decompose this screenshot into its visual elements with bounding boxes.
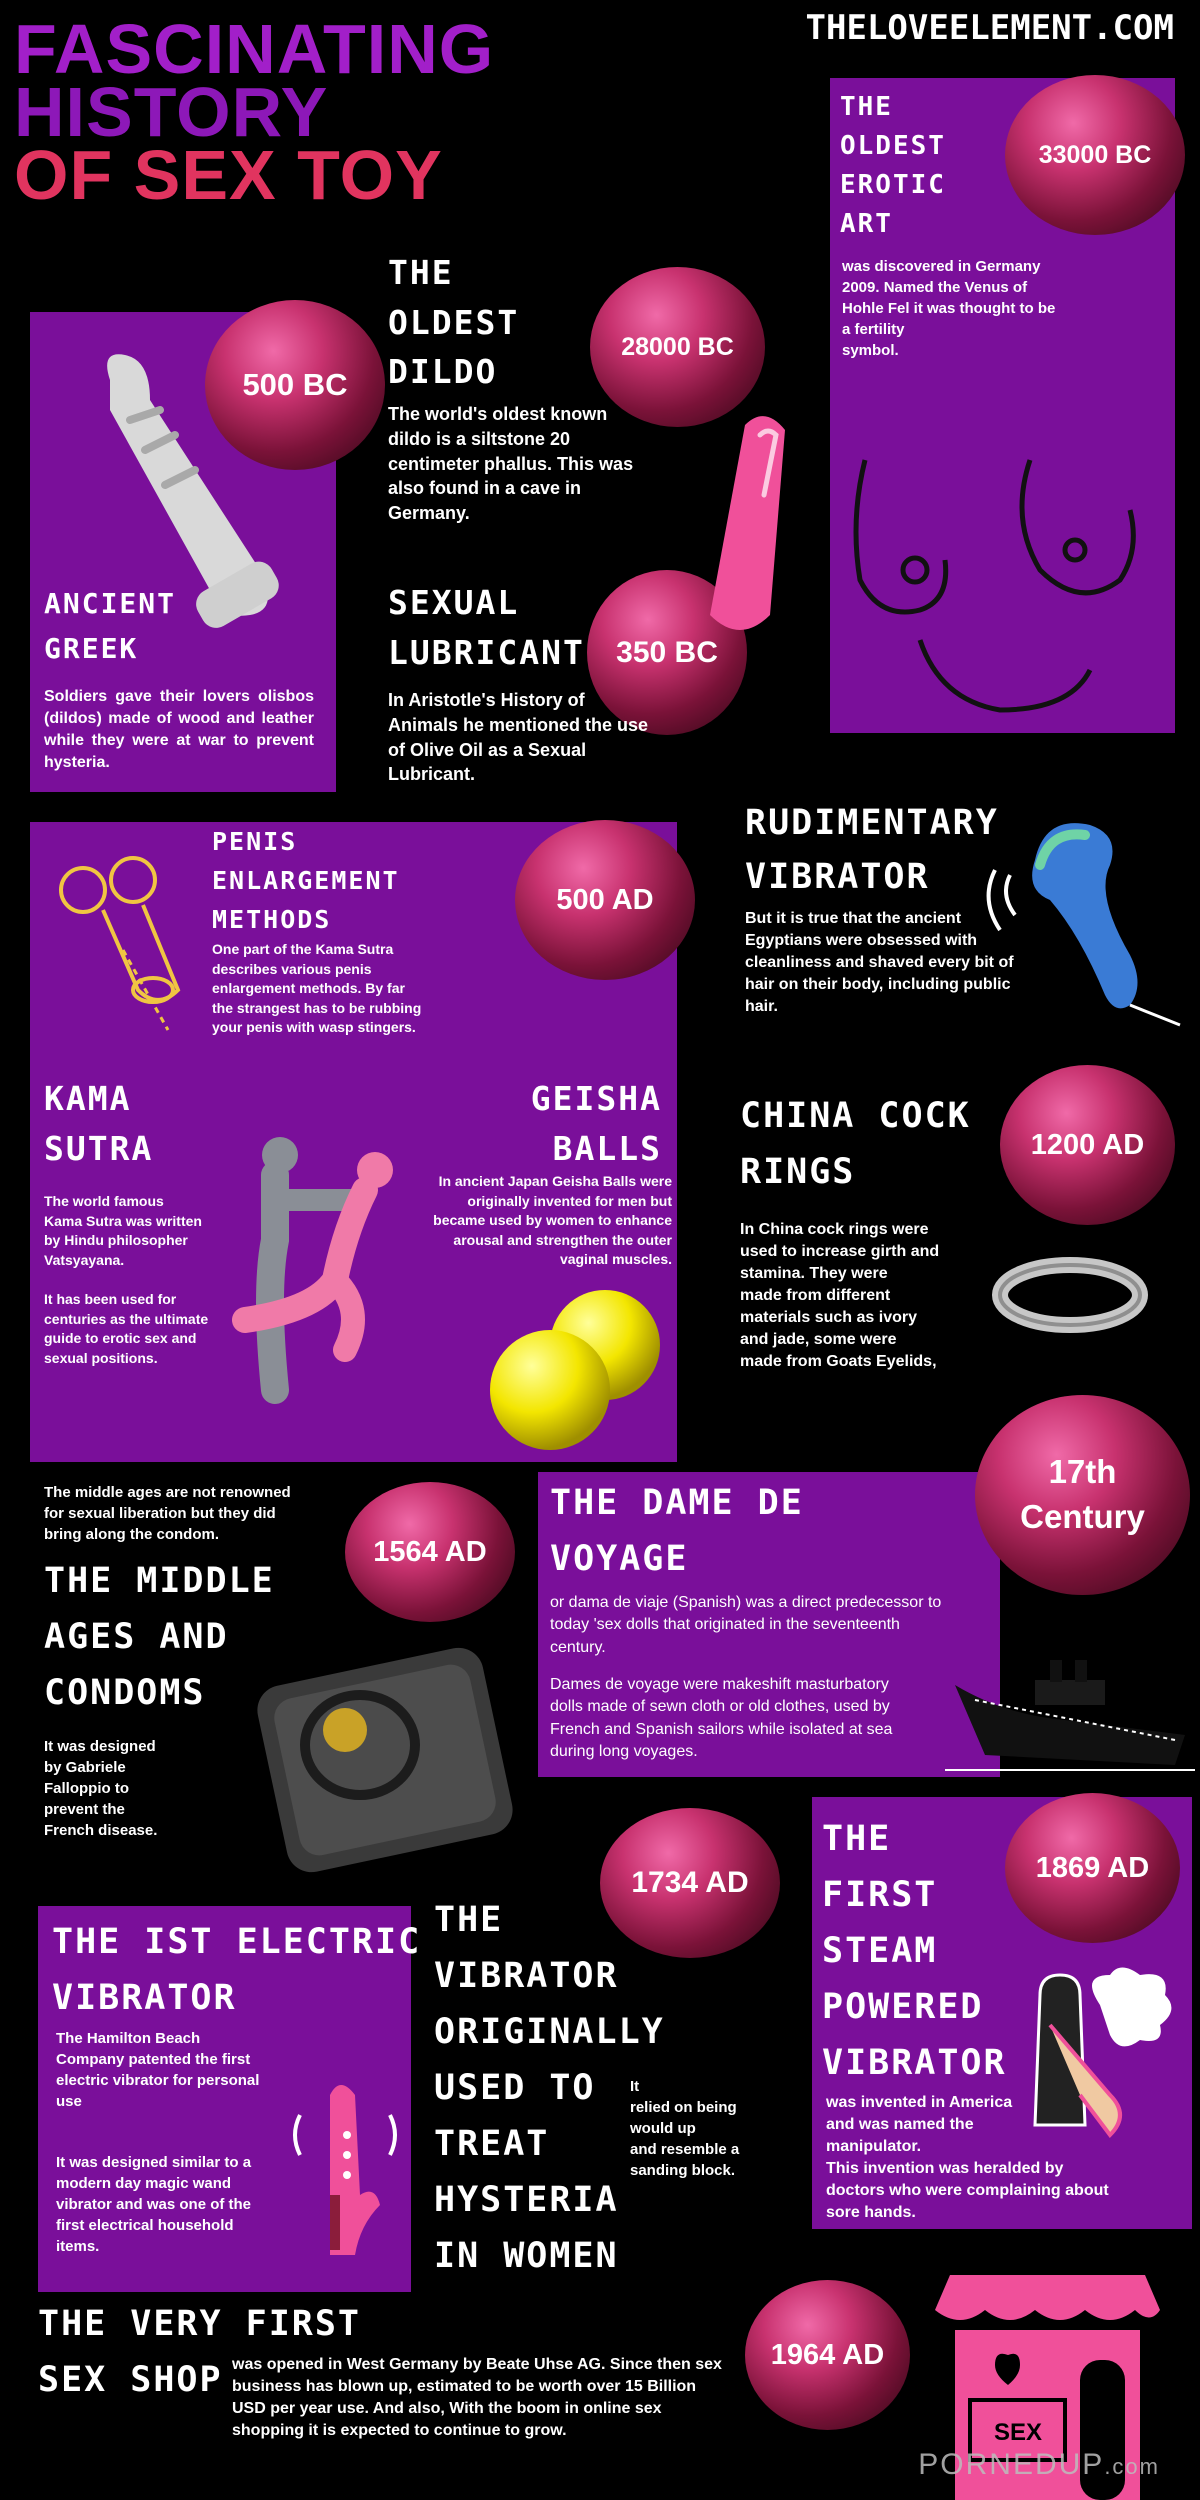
- text-penis-enlargement: One part of the Kama Sutra describes various penis enlargement methods. By far the strangest has to be rubbing your penis with wasp stingers.: [212, 941, 422, 1036]
- title-line-3: OF SEX TOY: [14, 136, 443, 214]
- infographic-title: [14, 10, 495, 214]
- text-oldest-dildo: The world's oldest known dildo is a siltstone 20 centimeter phallus. This was also found in a cave in Germany.: [388, 404, 634, 524]
- date-badge-33000bc: 33000 BC: [1005, 75, 1185, 235]
- text-dame-de-voyage-2: Dames de voyage were makeshift masturbatory dolls made of sewn cloth or old clothes, used by French and Spanish sailors while isolated at sea during long voyages.: [550, 1676, 893, 1761]
- date-badge-1200ad: 1200 AD: [1000, 1065, 1175, 1225]
- heading-penis-enlargement: PENIS ENLARGEMENT METHODS: [212, 827, 400, 934]
- heading-kama-sutra: KAMA SUTRA: [44, 1079, 154, 1168]
- date-badge-28000bc: 28000 BC: [590, 267, 765, 427]
- title-line-2: HISTORY: [14, 73, 329, 151]
- dildo-illustration: [70, 340, 310, 640]
- wand-vibrator-illustration: [980, 805, 1195, 1025]
- text-hysteria: It relied on being would up and resemble a sanding block.: [630, 2078, 740, 2179]
- title-line-1: FASCINATING: [14, 10, 495, 88]
- date-badge-1964ad: 1964 AD: [745, 2280, 910, 2430]
- text-lubricant: In Aristotle's History of Animals he mentioned the use of Olive Oil as a Sexual Lubricant.: [388, 690, 649, 785]
- text-china-cock-rings: In China cock rings were used to increase girth and stamina. They were made from different materials such as ivory and jade, some were made from Goats Eyelids,: [740, 1221, 940, 1371]
- heading-ancient-greek: ANCIENT GREEK: [44, 587, 177, 665]
- heading-sex-shop: THE VERY FIRST SEX SHOP: [38, 2304, 362, 2400]
- heading-hysteria: THE VIBRATOR ORIGINALLY USED TO TREAT HYSTERIA IN WOMEN: [434, 1900, 665, 2276]
- text-erotic-art: was discovered in Germany 2009. Named the Venus of Hohle Fel it was thought to be a fertility symbol.: [842, 258, 1056, 359]
- date-badge-500bc: 500 BC: [205, 300, 385, 470]
- text-steam-vibrator: was invented in America and was named the manipulator. This invention was heralded by doctors who were complaining about sore hands.: [826, 2094, 1109, 2222]
- heading-steam-vibrator: THE FIRST STEAM POWERED VIBRATOR: [822, 1819, 1007, 2083]
- venus-figure-illustration: [840, 440, 1170, 730]
- text-rudimentary-vibrator: But it is true that the ancient Egyptians were obsessed with cleanliness and shaved every bit of hair on their body, including public hair.: [745, 910, 1014, 1016]
- text-ancient-greek: Soldiers gave their lovers olisbos (dildos) made of wood and leather while they were at war to prevent hysteria.: [44, 688, 314, 772]
- text-sex-shop: was opened in West Germany by Beate Uhse AG. Since then sex business has blown up, estimated to be worth over 15 Billion USD per year use. And also, With the boom in online sex shopping it is expected to continue to grow.: [232, 2356, 722, 2440]
- heading-first-electric: THE IST ELECTRIC VIBRATOR: [52, 1922, 422, 2018]
- text-middle-ages: It was designed by Gabriele Falloppio to prevent the French disease.: [44, 1738, 158, 1839]
- date-badge-1869ad: 1869 AD: [1005, 1793, 1180, 1943]
- heading-lubricant: SEXUAL LUBRICANT: [388, 583, 585, 672]
- heading-china-cock-rings: CHINA COCK RINGS: [740, 1096, 971, 1192]
- site-name[interactable]: THELOVEELEMENT.COM: [805, 8, 1174, 48]
- kama-sutra-figures-illustration: [215, 1130, 415, 1420]
- steam-vibrator-illustration: [1020, 1965, 1180, 2145]
- pink-dildo-illustration: [690, 405, 800, 635]
- text-dame-de-voyage-1: or dama de viaje (Spanish) was a direct predecessor to today 'sex dolls that originated in the seventeenth century.: [550, 1594, 942, 1656]
- watermark-suffix: .com: [1104, 2454, 1160, 2479]
- heading-rudimentary-vibrator: RUDIMENTARY VIBRATOR: [745, 803, 999, 898]
- text-middle-ages-intro: The middle ages are not renowned for sexual liberation but they did bring along the condom.: [44, 1484, 291, 1543]
- condom-illustration: [240, 1645, 530, 1875]
- date-badge-500ad: 500 AD: [515, 820, 695, 980]
- ship-illustration: [945, 1645, 1195, 1775]
- shop-sign-label: SEX: [993, 2419, 1043, 2446]
- date-badge-17th-century: 17th Century: [975, 1395, 1190, 1595]
- watermark: [918, 2448, 1160, 2482]
- geisha-balls-illustration: [485, 1285, 675, 1455]
- heading-geisha-balls: GEISHA BALLS: [530, 1079, 662, 1168]
- cock-ring-illustration: [990, 1250, 1150, 1340]
- text-kama-sutra: The world famous Kama Sutra was written by Hindu philosopher Vatsyayana. It has been used for centuries as the ultimate guide to erotic sex and sexual positions.: [44, 1193, 209, 1366]
- text-first-electric-2: It was designed similar to a modern day magic wand vibrator and was one of the first electrical household items.: [56, 2154, 252, 2255]
- electric-vibrator-illustration: [285, 2075, 405, 2275]
- heading-middle-ages: THE MIDDLE AGES AND CONDOMS: [44, 1561, 275, 1713]
- date-badge-350bc: 350 BC: [587, 570, 747, 735]
- text-geisha-balls: In ancient Japan Geisha Balls were originally invented for men but became used by women to enhance arousal and strengthen the outer vaginal muscles.: [433, 1173, 672, 1268]
- heading-erotic-art: THE OLDEST EROTIC ART: [840, 92, 946, 239]
- watermark-main: PORNEDUP: [918, 2448, 1105, 2481]
- text-first-electric-1: The Hamilton Beach Company patented the first electric vibrator for personal use: [56, 2030, 260, 2110]
- penis-outline-illustration: [48, 850, 198, 1040]
- date-badge-1564ad: 1564 AD: [345, 1482, 515, 1622]
- heading-oldest-dildo: THE OLDEST DILDO: [388, 253, 520, 391]
- date-badge-1734ad: 1734 AD: [600, 1808, 780, 1958]
- heading-dame-de-voyage: THE DAME DE VOYAGE: [550, 1483, 804, 1579]
